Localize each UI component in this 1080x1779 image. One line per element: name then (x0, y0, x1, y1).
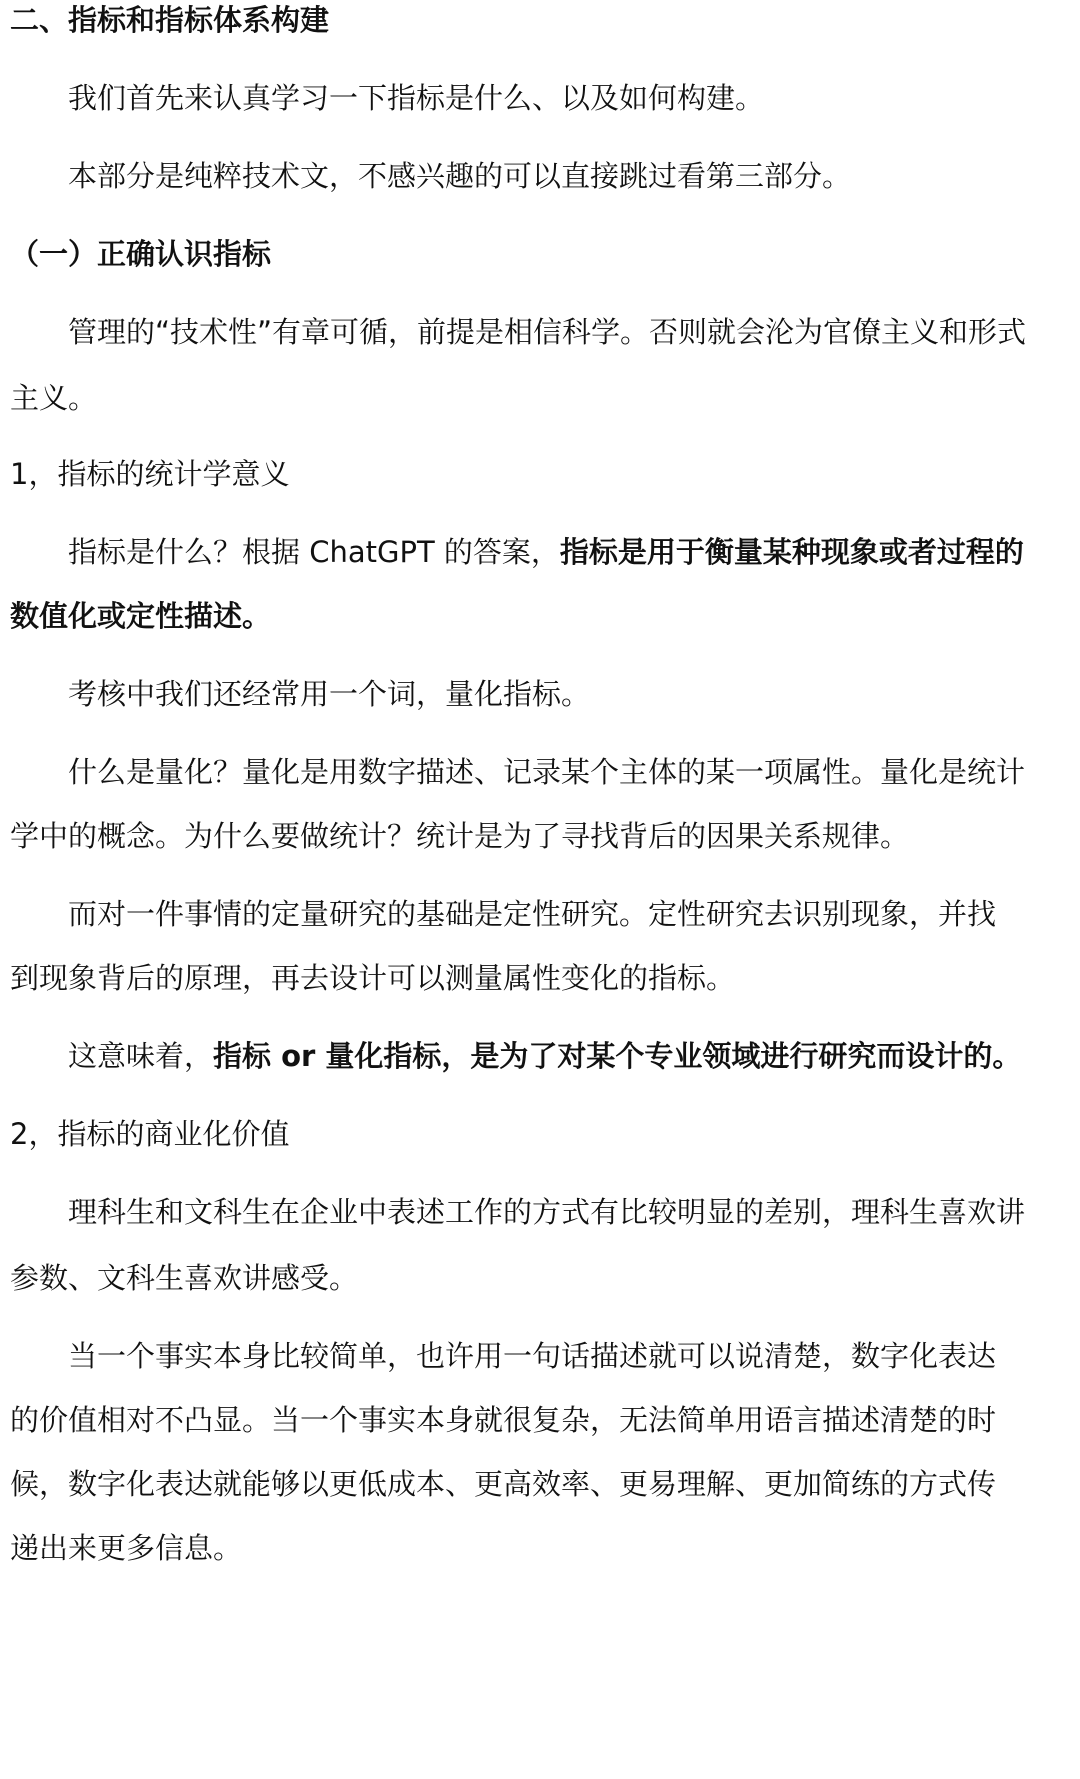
paragraph-digital-line-1: 当一个事实本身比较简单，也许用一句话描述就可以说清楚，数字化表达 (68, 1339, 997, 1373)
definition-plain-text: 指标是什么？根据 ChatGPT 的答案， (68, 535, 560, 569)
paragraph-definition-line-1 (10, 524, 1080, 580)
paragraph-quantify: 考核中我们还经常用一个词，量化指标。 (68, 677, 591, 711)
meaning-bold-text: 指标 or 量化指标，是为了对某个专业领域进行研究而设计的。 (213, 1039, 1022, 1073)
subsection-title: （一）正确认识指标 (10, 237, 272, 271)
item-2-title: 2，指标的商业化价值 (10, 1117, 290, 1151)
paragraph-qualitative-line-2: 到现象背后的原理，再去设计可以测量属性变化的指标。 (10, 961, 736, 995)
paragraph-management-line-1: 管理的“技术性”有章可循，前提是相信科学。否则就会沦为官僚主义和形式 (68, 315, 1027, 349)
paragraph-definition-line-2: 数值化或定性描述。 (10, 599, 272, 633)
paragraph-management-line-2: 主义。 (10, 381, 98, 415)
section-title: 二、指标和指标体系构建 (10, 3, 330, 37)
meaning-plain-text: 这意味着， (68, 1039, 214, 1073)
paragraph-digital-line-4: 递出来更多信息。 (10, 1531, 243, 1565)
definition-bold-text: 指标是用于衡量某种现象或者过程的 (559, 535, 1024, 569)
paragraph-science-arts-line-2: 参数、文科生喜欢讲感受。 (10, 1261, 359, 1295)
paragraph-science-arts-line-1: 理科生和文科生在企业中表述工作的方式有比较明显的差别，理科生喜欢讲 (68, 1195, 1026, 1229)
paragraph-what-quantify-line-2: 学中的概念。为什么要做统计？统计是为了寻找背后的因果关系规律。 (10, 819, 910, 853)
paragraph-meaning (10, 1028, 1080, 1084)
paragraph-qualitative-line-1: 而对一件事情的定量研究的基础是定性研究。定性研究去识别现象，并找 (68, 897, 997, 931)
paragraph-intro-2: 本部分是纯粹技术文，不感兴趣的可以直接跳过看第三部分。 (68, 159, 852, 193)
paragraph-what-quantify-line-1: 什么是量化？量化是用数字描述、记录某个主体的某一项属性。量化是统计 (68, 755, 1026, 789)
paragraph-digital-line-3: 候，数字化表达就能够以更低成本、更高效率、更易理解、更加简练的方式传 (10, 1467, 997, 1501)
paragraph-digital-line-2: 的价值相对不凸显。当一个事实本身就很复杂，无法简单用语言描述清楚的时 (10, 1403, 997, 1437)
paragraph-intro-1: 我们首先来认真学习一下指标是什么、以及如何构建。 (68, 81, 765, 115)
item-1-title: 1，指标的统计学意义 (10, 457, 290, 491)
